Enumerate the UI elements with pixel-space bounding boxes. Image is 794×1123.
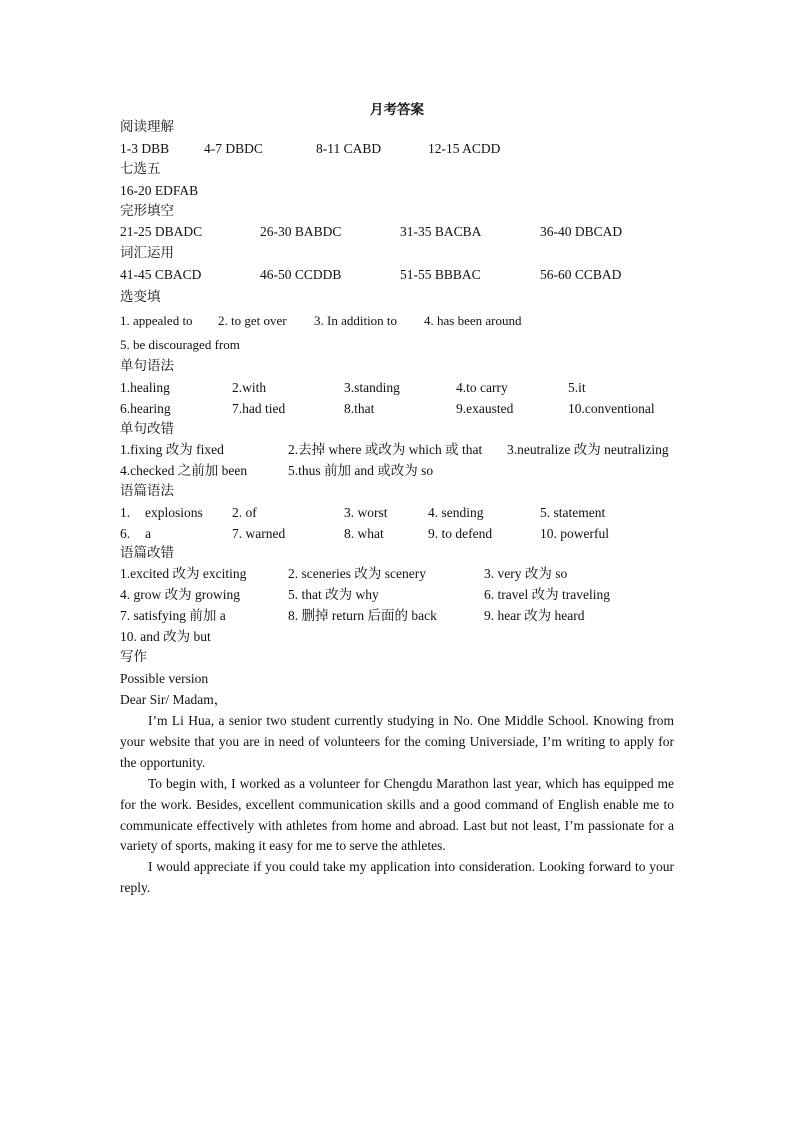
answer-item: 7.had tied xyxy=(232,401,286,416)
answer-item: 10. and 改为 but xyxy=(120,629,211,644)
answer-item: 5. statement xyxy=(540,505,606,520)
answer-item: 3.standing xyxy=(344,380,400,395)
answer-item: 36-40 DBCAD xyxy=(540,224,623,239)
answer-item: 12-15 ACDD xyxy=(428,141,501,156)
answer-item: 2. of xyxy=(232,505,257,520)
reading-answers-row xyxy=(0,140,794,158)
answer-item: 5.it xyxy=(568,380,586,395)
passage-grammar-row-1 xyxy=(0,504,794,522)
answer-item: 2.去掉 where 或改为 which 或 that xyxy=(288,442,483,457)
letter-salutation: Dear Sir/ Madam， xyxy=(120,692,228,707)
answer-item: 1. appealed to xyxy=(120,313,193,328)
writing-heading: 写作 xyxy=(120,649,147,665)
paragraph-text: I’m Li Hua, a senior two student currently studying in No. One Middle School. Knowing from your website that you are in need of volunteers for the coming Universiade, I’m writing to apply for the opportunity. xyxy=(120,713,674,770)
answer-item: 7. satisfying 前加 a xyxy=(120,608,226,623)
paragraph-text: I would appreciate if you could take my application into consideration. Looking forward to your reply. xyxy=(120,859,674,895)
answer-item: 3.neutralize 改为 neutralizing xyxy=(507,442,669,457)
answer-item: 4. has been around xyxy=(424,313,522,328)
word-fill-answers-row-2 xyxy=(0,336,794,354)
letter-paragraph-2 xyxy=(120,774,674,857)
passage-grammar-row-2 xyxy=(0,525,794,543)
passage-grammar-heading: 语篇语法 xyxy=(120,483,174,499)
single-correction-heading: 单句改错 xyxy=(120,421,174,437)
answer-item-number: 1. xyxy=(120,505,131,520)
answer-item: 4. sending xyxy=(428,505,484,520)
cloze-heading: 完形填空 xyxy=(120,203,174,219)
answer-item-number: 6. xyxy=(120,526,131,541)
seven-choose-five-heading: 七选五 xyxy=(120,161,161,177)
answer-item: 1.fixing 改为 fixed xyxy=(120,442,224,457)
answer-item: 8. 删掉 return 后面的 back xyxy=(288,608,437,623)
answer-item: 4.checked 之前加 been xyxy=(120,463,248,478)
answer-item: 1.excited 改为 exciting xyxy=(120,566,247,581)
answer-item: 5. that 改为 why xyxy=(288,587,379,602)
answer-item: 46-50 CCDDB xyxy=(260,267,342,282)
paragraph-text: To begin with, I worked as a volunteer for Chengdu Marathon last year, which has equipped me for the work. Besides, excellent communication skills and a good command of English enable me to communicate effectively with athletes from home and abroad. Last but not least, I’m passionate for a variety of sports, making it easy for me to serve the athletes. xyxy=(120,776,674,854)
answer-item: 7. warned xyxy=(232,526,286,541)
answer-item: 6.hearing xyxy=(120,401,171,416)
answer-item: 8-11 CABD xyxy=(316,141,382,156)
answer-item: 8. what xyxy=(344,526,384,541)
answer-item: 1.healing xyxy=(120,380,170,395)
single-grammar-row-2 xyxy=(0,400,794,418)
answer-item: 6. travel 改为 traveling xyxy=(484,587,610,602)
answer-item: a xyxy=(145,526,151,541)
answer-item: 41-45 CBACD xyxy=(120,267,202,282)
answer-item: 16-20 EDFAB xyxy=(120,183,199,198)
single-correction-row-1 xyxy=(0,441,794,459)
answer-item: 31-35 BACBA xyxy=(400,224,482,239)
answer-item: 10.conventional xyxy=(568,401,655,416)
passage-correction-row-1 xyxy=(0,565,794,583)
answer-item: 10. powerful xyxy=(540,526,609,541)
answer-item: 51-55 BBBAC xyxy=(400,267,481,282)
answer-item: 9. to defend xyxy=(428,526,493,541)
word-fill-answers-row xyxy=(0,312,794,330)
answer-item: 26-30 BABDC xyxy=(260,224,342,239)
single-correction-row-2 xyxy=(0,462,794,480)
letter-paragraph-1 xyxy=(120,711,674,773)
answer-item: 2. to get over xyxy=(218,313,287,328)
answer-item: explosions xyxy=(145,505,203,520)
answer-item: 2.with xyxy=(232,380,267,395)
passage-correction-heading: 语篇改错 xyxy=(120,545,174,561)
answer-item: 5.thus 前加 and 或改为 so xyxy=(288,463,434,478)
reading-heading: 阅读理解 xyxy=(120,119,174,135)
writing-label: Possible version xyxy=(120,671,209,686)
answer-item: 3. very 改为 so xyxy=(484,566,568,581)
letter-paragraph-3 xyxy=(120,857,674,899)
page-title: 月考答案 xyxy=(370,102,424,118)
answer-item: 56-60 CCBAD xyxy=(540,267,622,282)
answer-item: 4. grow 改为 growing xyxy=(120,587,240,602)
word-fill-heading: 选变填 xyxy=(120,289,161,305)
answer-item: 9. hear 改为 heard xyxy=(484,608,585,623)
answer-item: 1-3 DBB xyxy=(120,141,170,156)
answer-item: 4.to carry xyxy=(456,380,508,395)
answer-item: 5. be discouraged from xyxy=(120,337,240,352)
answer-item: 8.that xyxy=(344,401,375,416)
cloze-answers-row xyxy=(0,223,794,241)
answer-item: 3. worst xyxy=(344,505,388,520)
answer-item: 4-7 DBDC xyxy=(204,141,263,156)
seven-choose-five-answers-row xyxy=(0,182,794,200)
passage-correction-row-2 xyxy=(0,586,794,604)
answer-item: 3. In addition to xyxy=(314,313,398,328)
vocab-heading: 词汇运用 xyxy=(120,245,174,261)
answer-item: 2. sceneries 改为 scenery xyxy=(288,566,426,581)
answer-item: 9.exausted xyxy=(456,401,514,416)
single-grammar-heading: 单句语法 xyxy=(120,358,174,374)
single-grammar-row-1 xyxy=(0,379,794,397)
passage-correction-row-4 xyxy=(0,628,794,646)
answer-item: 21-25 DBADC xyxy=(120,224,203,239)
vocab-answers-row xyxy=(0,266,794,284)
passage-correction-row-3 xyxy=(0,607,794,625)
